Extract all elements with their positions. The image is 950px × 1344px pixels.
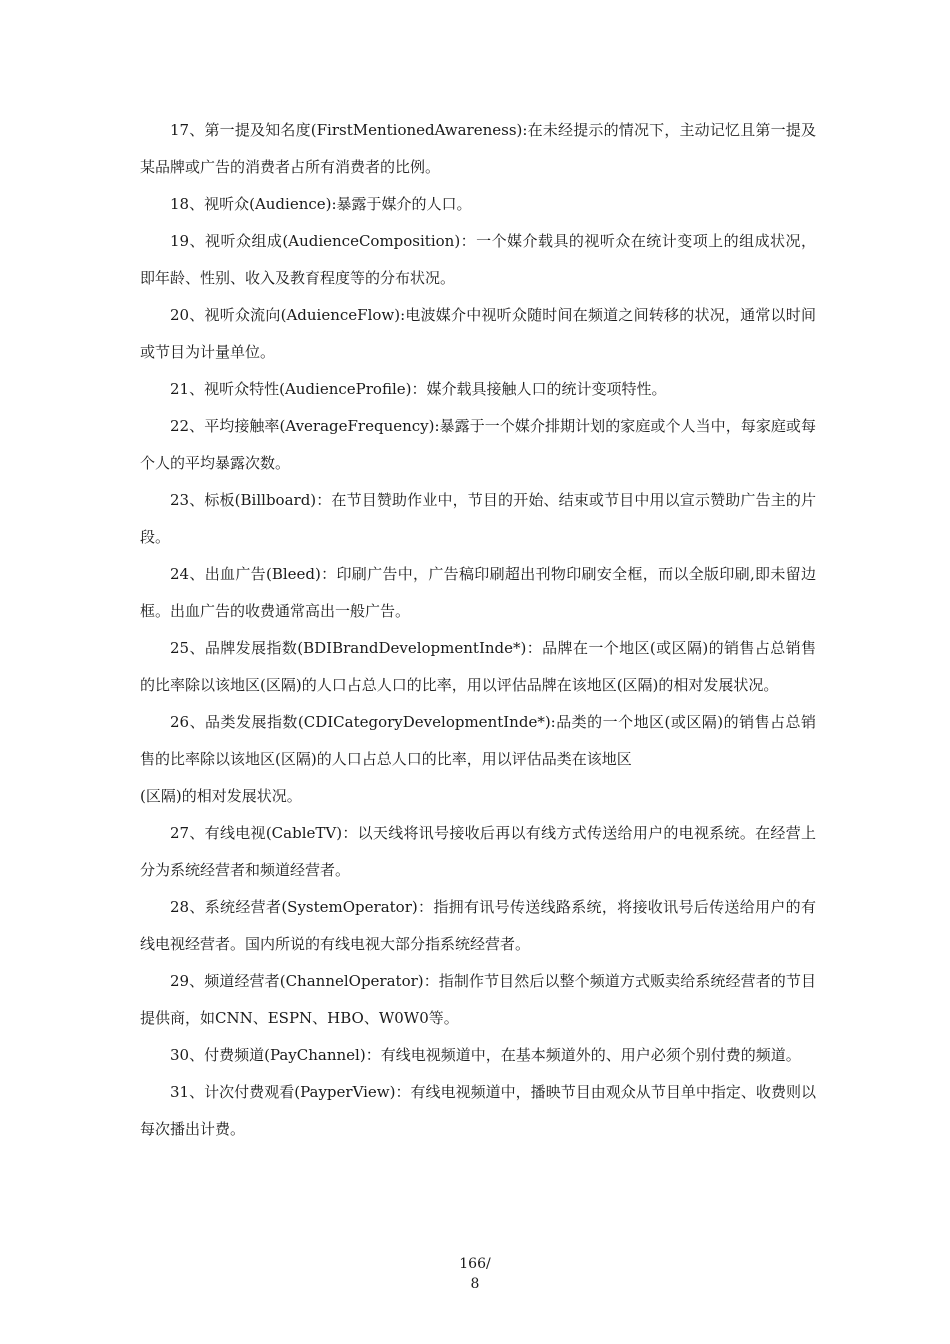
paragraph-20: 20、视听众流向(AduienceFlow):电波媒介中视听众随时间在频道之间转移的状况，通常以时间或节目为计量单位。: [140, 306, 816, 361]
paragraph-26-continued: (区隔)的相对发展状况。: [140, 787, 302, 805]
paragraph-26: 26、品类发展指数(CDICategoryDevelopmentInde*):品类的一个地区(或区隔)的销售占总销售的比率除以该地区(区隔)的人口占总人口的比率，用以评估品类在该地区: [140, 713, 816, 768]
paragraph-19: 19、视听众组成(AudienceComposition)：一个媒介载具的视听众在统计变项上的组成状况，即年龄、性别、收入及教育程度等的分布状况。: [140, 232, 816, 287]
paragraph-30: 30、付费频道(PayChannel)：有线电视频道中，在基本频道外的、用户必须个别付费的频道。: [170, 1046, 801, 1064]
paragraph-22: 22、平均接触率(AverageFrequency):暴露于一个媒介排期计划的家庭或个人当中，每家庭或每个人的平均暴露次数。: [140, 417, 816, 472]
paragraph-31: 31、计次付费观看(PayperView)：有线电视频道中，播映节目由观众从节目单中指定、收费则以每次播出计费。: [140, 1083, 816, 1138]
paragraph-29: 29、频道经营者(ChannelOperator)：指制作节目然后以整个频道方式贩卖给系统经营者的节目提供商，如CNN、ESPN、HBO、W0W0等。: [140, 972, 816, 1027]
paragraph-24: 24、出血广告(Bleed)：印刷广告中，广告稿印刷超出刊物印刷安全框，而以全版印刷,即未留边框。出血广告的收费通常高出一般广告。: [140, 565, 816, 620]
page-number: [0, 1254, 950, 1294]
paragraph-27: 27、有线电视(CableTV)：以天线将讯号接收后再以有线方式传送给用户的电视系统。在经营上分为系统经营者和频道经营者。: [140, 824, 816, 879]
document-body: [140, 112, 816, 1148]
page-number-line2: 8: [470, 1276, 480, 1292]
paragraph-17: 17、第一提及知名度(FirstMentionedAwareness):在未经提示的情况下，主动记忆且第一提及某品牌或广告的消费者占所有消费者的比例。: [140, 121, 816, 176]
paragraph-21: 21、视听众特性(AudienceProfile)：媒介载具接触人口的统计变项特性。: [170, 380, 667, 398]
paragraph-28: 28、系统经营者(SystemOperator)：指拥有讯号传送线路系统，将接收讯号后传送给用户的有线电视经营者。国内所说的有线电视大部分指系统经营者。: [140, 898, 816, 953]
paragraph-18: 18、视听众(Audience):暴露于媒介的人口。: [170, 195, 472, 213]
paragraph-25: 25、品牌发展指数(BDIBrandDevelopmentInde*)：品牌在一个地区(或区隔)的销售占总销售的比率除以该地区(区隔)的人口占总人口的比率，用以评估品牌在该地区(区隔)的相对发展状况。: [140, 639, 816, 694]
page-number-line1: 166/: [459, 1256, 491, 1272]
paragraph-23: 23、标板(Billboard)：在节目赞助作业中，节目的开始、结束或节目中用以宣示赞助广告主的片段。: [140, 491, 816, 546]
